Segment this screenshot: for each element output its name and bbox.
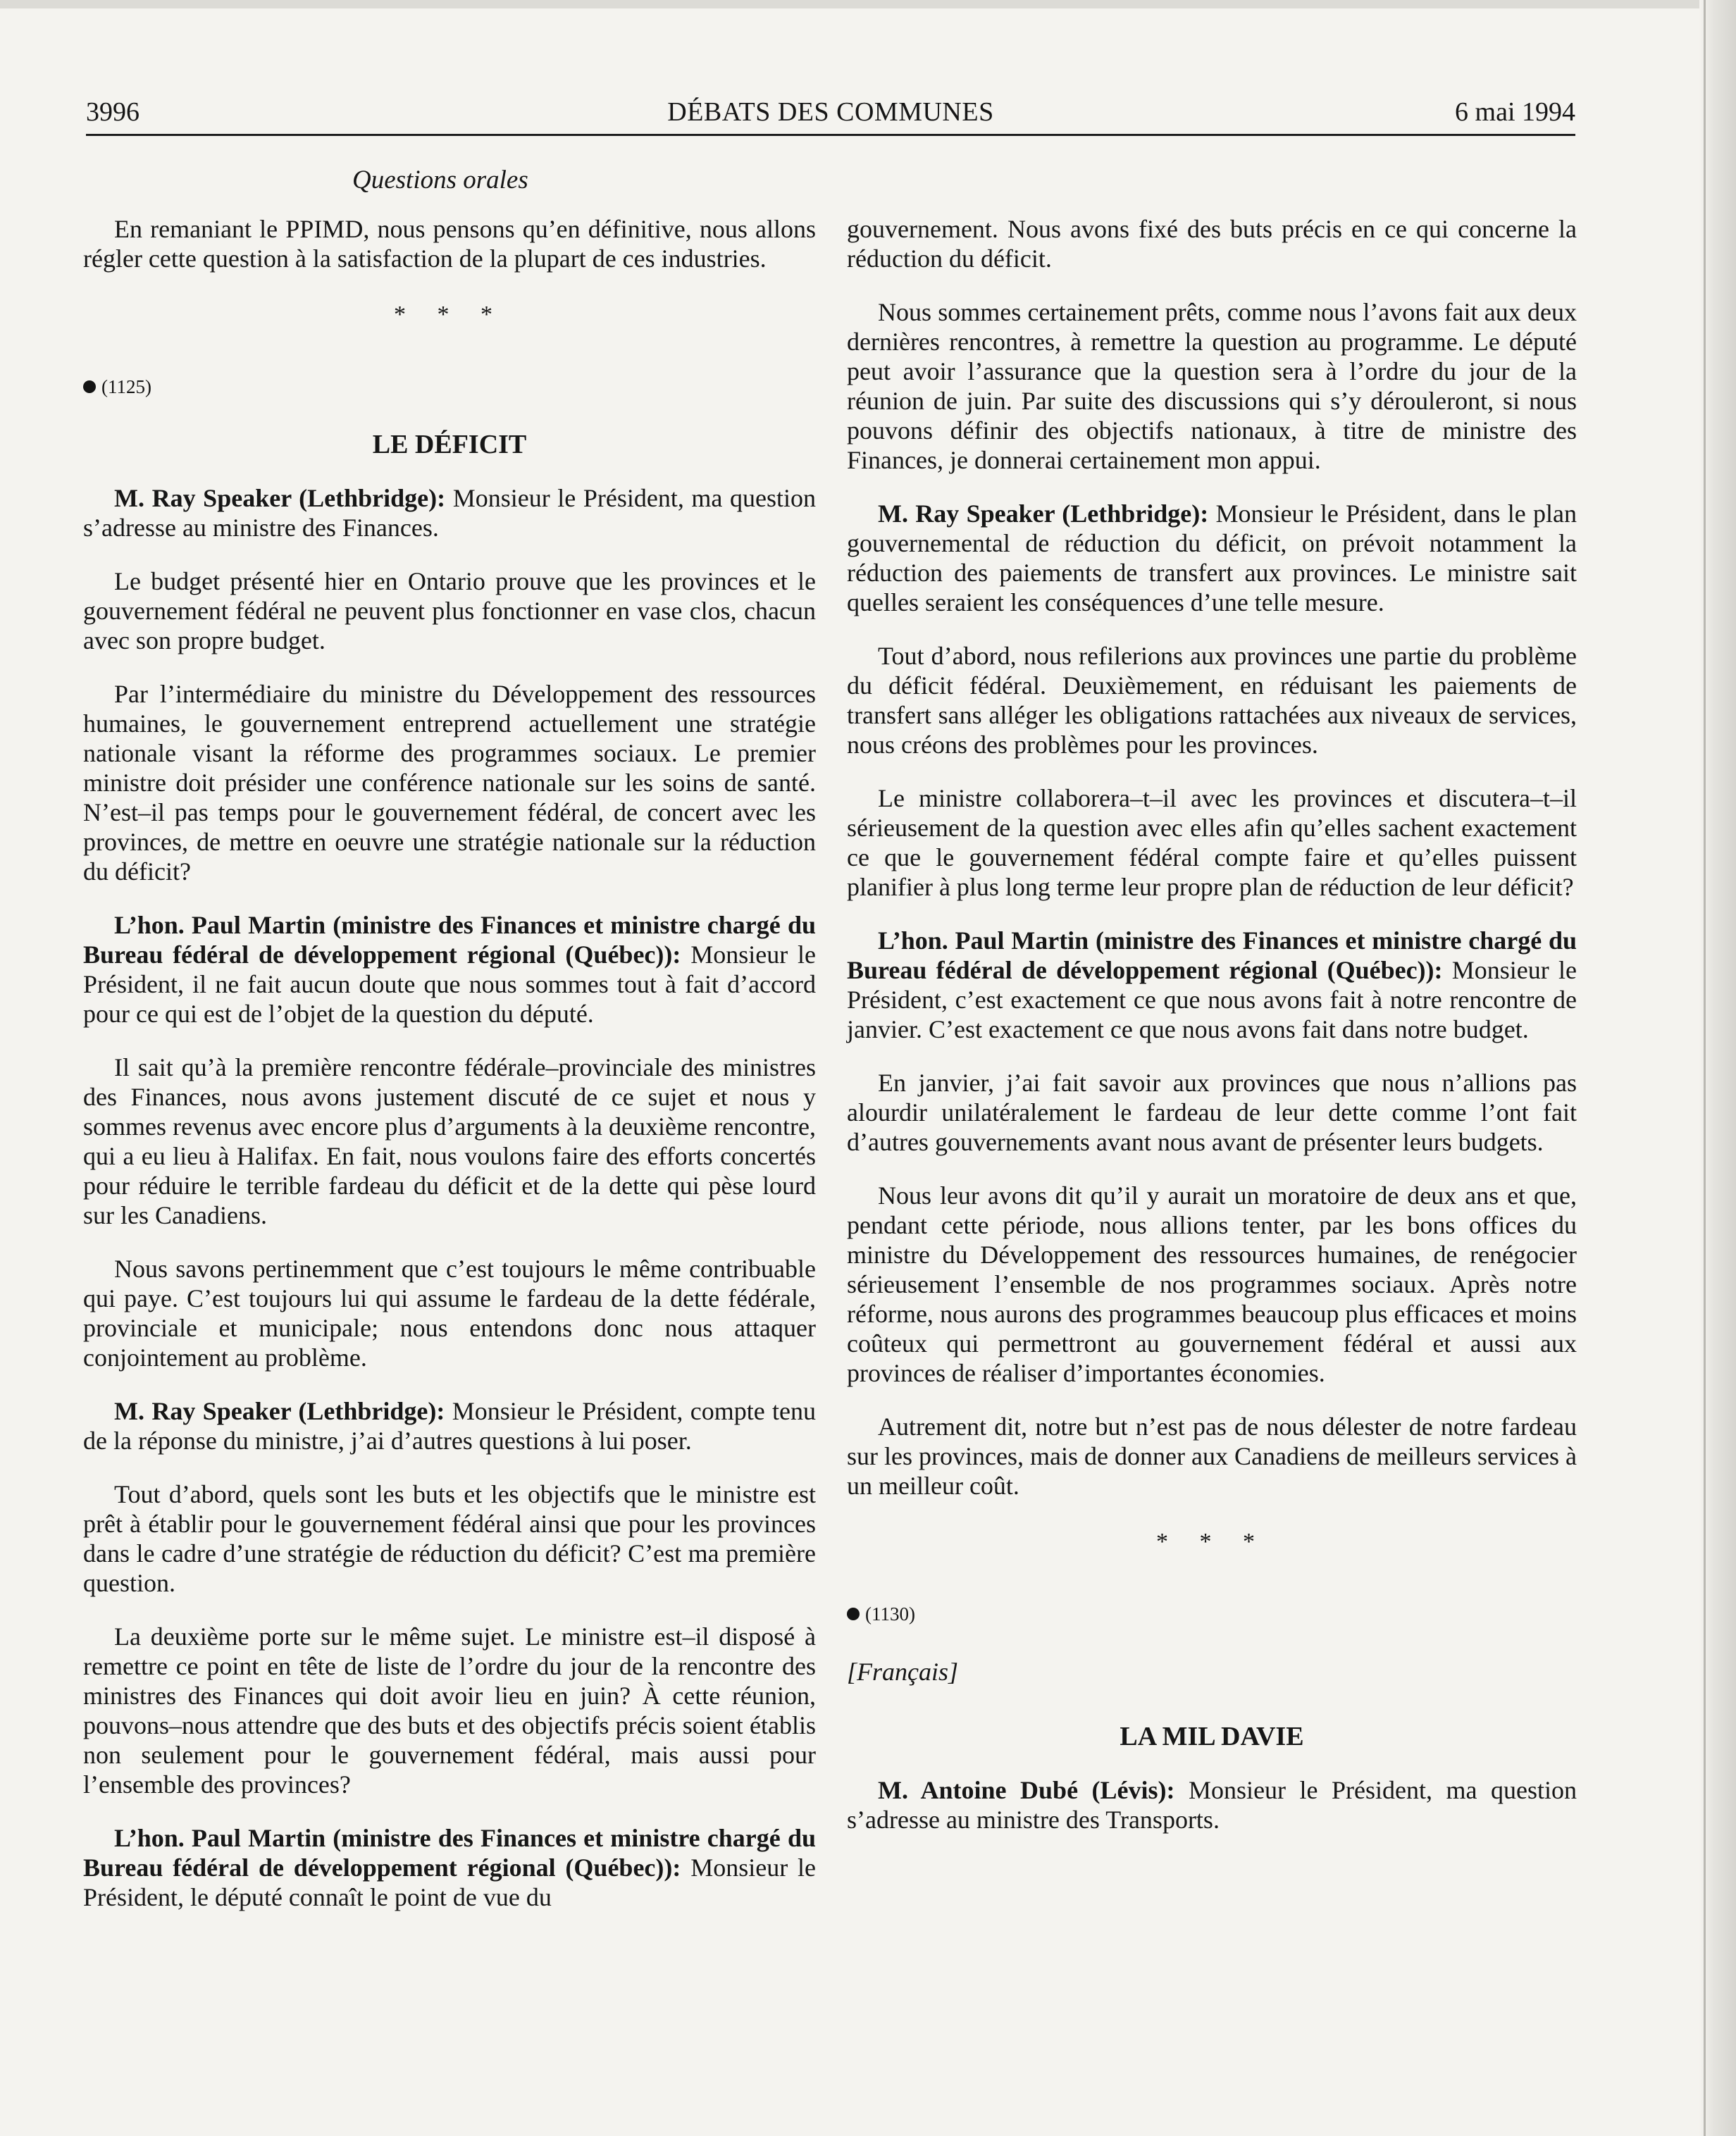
timestamp (83, 372, 816, 402)
speaker-name: M. Ray Speaker (Lethbridge): (114, 1397, 445, 1425)
speaker-name: M. Ray Speaker (Lethbridge): (114, 484, 446, 512)
paragraph: Il sait qu’à la première rencontre fédérale–provinciale des ministres des Finances, nous avons justement discuté de ce sujet et nous y sommes revenus avec encore plus d’arguments à la deuxième rencontre, qui a eu lieu à Halifax. En fait, nous voulons faire des efforts concertés pour réduire le terrible fardeau du déficit et de la dette qui pèse lourd sur les Canadiens. (83, 1053, 816, 1229)
paragraph: Le ministre collaborera–t–il avec les provinces et discutera–t–il sérieusement de la question avec elles afin qu’elles sachent exactement ce que le gouvernement fédéral compte faire et qu’elles puissent planifier à plus long terme leur propre plan de réduction de leur déficit? (847, 784, 1577, 901)
header-rule (86, 134, 1575, 136)
speech-text: Monsieur le Président, c’est exactement ce que nous avons fait à notre rencontre de janvier. C’est exactement ce que nous avons fait dans notre budget. (847, 956, 1577, 1043)
paragraph: La deuxième porte sur le même sujet. Le ministre est–il disposé à remettre ce point en tête de liste de l’ordre du jour de la rencontre des ministres des Finances qui doit avoir lieu en juin? À cette réunion, pouvons–nous attendre que des buts et des objectifs précis soient établis non seulement pour le gouvernement fédéral, mais aussi pour l’ensemble des provinces? (83, 1622, 816, 1799)
speech-text: Monsieur le Président, dans le plan gouvernemental de réduction du déficit, on prévoit notamment la réduction des paiements de transfert aux provinces. Le ministre sait quelles seraient les conséquences d’une telle mesure. (847, 499, 1577, 616)
speech-paragraph (83, 1823, 816, 1912)
section-separator: * * * (1156, 1529, 1267, 1555)
bullet-icon (83, 380, 96, 393)
scan-binding-line (1704, 0, 1706, 2136)
language-marker: [Français] (847, 1658, 959, 1686)
speech-paragraph (83, 910, 816, 1029)
paragraph: Le budget présenté hier en Ontario prouve que les provinces et le gouvernement fédéral ne peuvent plus fonctionner en vase clos, chacun avec son propre budget. (83, 567, 816, 654)
speaker-name: M. Antoine Dubé (Lévis): (878, 1776, 1175, 1804)
page-number: 3996 (86, 97, 140, 127)
paragraph: En janvier, j’ai fait savoir aux provinces que nous n’allions pas alourdir unilatéralement le fardeau de leur dette comme l’ont fait d’autres gouvernements avant nous avant de présenter leurs budgets. (847, 1069, 1577, 1156)
speech-text: Monsieur le Président, ma question s’adresse au ministre des Transports. (847, 1776, 1577, 1834)
speech-text: Monsieur le Président, ma question s’adresse au ministre des Finances. (83, 484, 817, 542)
bullet-icon (847, 1608, 860, 1620)
scan-top-edge (0, 0, 1736, 8)
paragraph: Tout d’abord, nous refilerions aux provinces une partie du problème du déficit fédéral. Deuxièmement, en réduisant les paiements de transfert sans alléger les obligations rattachées aux niveaux de services, nous créons des problèmes pour les provinces. (847, 642, 1577, 759)
paragraph: gouvernement. Nous avons fixé des buts précis en ce qui concerne la réduction du déficit. (847, 215, 1577, 273)
speech-paragraph (847, 499, 1577, 617)
speech-paragraph (83, 483, 816, 542)
speaker-name: L’hon. Paul Martin (ministre des Finances et ministre chargé du Bureau fédéral de développement régional (Québec)): (83, 1824, 816, 1882)
timestamp-text: (1130) (865, 1603, 915, 1625)
timestamp-text: (1125) (101, 376, 151, 397)
paragraph: Autrement dit, notre but n’est pas de nous délester de notre fardeau sur les provinces, mais de donner aux Canadiens de meilleurs services à un meilleur coût. (847, 1412, 1577, 1500)
speaker-name: L’hon. Paul Martin (ministre des Finances et ministre chargé du Bureau fédéral de développement régional (Québec)): (83, 911, 816, 969)
speech-paragraph (847, 926, 1577, 1044)
section-heading: LA MIL DAVIE (1120, 1722, 1304, 1751)
paragraph: Nous savons pertinemment que c’est toujours le même contribuable qui paye. C’est toujours lui qui assume le fardeau de la dette fédérale, provinciale et municipale; nous entendons donc nous attaquer conjointement au problème. (83, 1255, 816, 1372)
page-header (86, 90, 1575, 134)
speech-text: Monsieur le Président, le député connaît le point de vue du (83, 1854, 817, 1911)
section-heading: LE DÉFICIT (372, 430, 527, 459)
paragraph: En remaniant le PPIMD, nous pensons qu’en définitive, nous allons régler cette question à la satisfaction de la plupart de ces industries. (83, 215, 816, 273)
publication-title: DÉBATS DES COMMUNES (667, 97, 994, 127)
left-column (83, 214, 816, 1936)
speaker-name: L’hon. Paul Martin (ministre des Finances et ministre chargé du Bureau fédéral de développement régional (Québec)): (847, 926, 1577, 984)
section-label: Questions orales (352, 166, 528, 194)
speech-paragraph (847, 1775, 1577, 1834)
speech-paragraph (83, 1396, 816, 1455)
speech-text: Monsieur le Président, il ne fait aucun doute que nous sommes tout à fait d’accord pour ce qui est de l’objet de la question du député. (83, 940, 817, 1028)
paragraph: Nous sommes certainement prêts, comme nous l’avons fait aux deux dernières rencontres, à remettre la question au programme. Le député peut avoir l’assurance que la question sera à l’ordre du jour de la réunion de juin. Par suite des discussions qui s’y dérouleront, si nous pouvons définir des objectifs nationaux, à titre de ministre des Finances, je donnerai certainement mon appui. (847, 298, 1577, 474)
right-column (847, 214, 1577, 1858)
page-date: 6 mai 1994 (1455, 97, 1575, 127)
paragraph: Nous leur avons dit qu’il y aurait un moratoire de deux ans et que, pendant cette période, nous allions tenter, par les bons offices du ministre du Développement des ressources humaines, de renégocier sérieusement l’ensemble de nos programmes sociaux. Après notre réforme, nous aurons des programmes beaucoup plus efficaces et moins coûteux qui permettront au gouvernement fédéral et aussi aux provinces de réaliser d’importantes économies. (847, 1181, 1577, 1387)
paragraph: Par l’intermédiaire du ministre du Développement des ressources humaines, le gouvernement entreprend actuellement une stratégie nationale visant la réforme des programmes sociaux. Le premier ministre doit présider une conférence nationale sur les soins de santé. N’est–il pas temps pour le gouvernement fédéral, de concert avec les provinces, de mettre en oeuvre une stratégie nationale sur la réduction du déficit? (83, 680, 816, 886)
paragraph: Tout d’abord, quels sont les buts et les objectifs que le ministre est prêt à établir pour le gouvernement fédéral ainsi que pour les provinces dans le cadre d’une stratégie de réduction du déficit? C’est ma première question. (83, 1480, 816, 1597)
speech-text: Monsieur le Président, compte tenu de la réponse du ministre, j’ai d’autres questions à lui poser. (83, 1397, 817, 1455)
timestamp (847, 1599, 1577, 1629)
speaker-name: M. Ray Speaker (Lethbridge): (878, 499, 1209, 528)
section-separator: * * * (394, 302, 505, 328)
